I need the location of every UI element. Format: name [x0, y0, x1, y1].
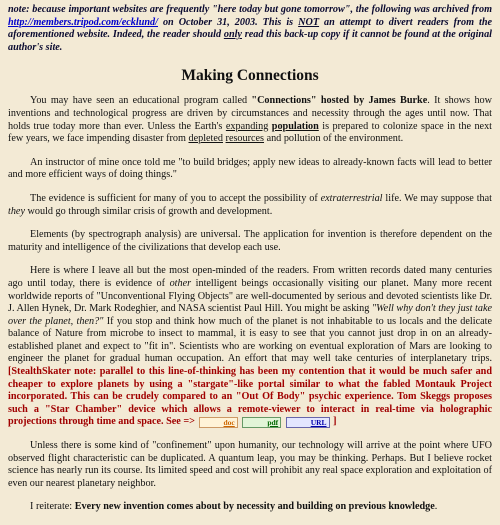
text: The evidence is sufficient for many of you to accept the possibility of: [30, 192, 321, 204]
note-text: note: because important websites are frequently "here today but gone tomorrow", the following was archived from: [8, 4, 492, 15]
text: .: [434, 501, 438, 513]
text: would go through similar crisis of growth and development.: [24, 205, 273, 217]
emphasis: extraterrestrial: [320, 192, 383, 204]
quote: "Well why don't they just take over the planet, then?": [8, 303, 492, 327]
text: I reiterate:: [30, 501, 75, 513]
paragraph-evidence: [8, 193, 492, 218]
document-page: [8, 4, 492, 525]
text: life. We may suppose that: [382, 192, 492, 204]
page-title: Making Connections: [181, 67, 319, 85]
note-text: ]: [330, 416, 337, 428]
source-link[interactable]: http://members.tripod.com/ecklund/: [8, 16, 158, 28]
emphasis: other: [169, 277, 192, 289]
note-text: read this back-up copy if it cannot be found at the original author's site.: [8, 29, 492, 53]
paragraph-reiterate: [8, 501, 492, 514]
emphasis: they: [8, 205, 25, 217]
note-text: on October 31, 2003. This is: [157, 16, 299, 28]
archive-note: [8, 4, 492, 54]
note-text: [StealthSkater note: parallel to this line-of-thinking has been my contention that it would be much safer and cheaper to explore planets by using a "stargate"-like portal similar to what the fabled Montauk Project incorporated. This can be crudely compared to an "Out Of Body" psychic experience. Tom Skeggs proposes such a "Star Chamber" device which allows a remote-viewer to interact in real-time via holographic projections through time and space. See =>: [8, 366, 492, 428]
program-name: "Connections" hosted by James Burke: [251, 95, 428, 107]
note-emphasis: only: [223, 29, 242, 41]
paragraph-visitors: [8, 265, 492, 429]
stealthskater-note: [8, 366, 492, 427]
text: You may have seen an educational program called: [30, 95, 252, 107]
paragraph-connections: [8, 95, 492, 145]
note-text: an attempt to divert readers from the aforementioned website. Indeed, the reader should: [8, 16, 493, 41]
text: . It shows how inventions and technological progress are driven by circumstances and necessity through the ages until now. That holds true today more than ever. Unless the Earth's: [8, 95, 492, 132]
pdf-link-icon[interactable]: pdf: [242, 417, 281, 428]
text: Here is where I leave all but the most open-minded of the readers. From written records dated many centuries ago until today, there is evidence of: [8, 265, 492, 289]
paragraph-confinement: Unless there is some kind of "confinement" upon humanity, our technology will arrive at the point where UFO observed flight characteristic can be duplicated. A quantum leap, you may be thinking. Perhaps. But I believe rocket science has nearly run its course. Its limited speed and cost will prohibit any real space exploration and exploitation of even our nearest planetary neighbor.: [8, 440, 492, 489]
paragraph-elements: Elements (by spectrograph analysis) are universal. The application for invention is therefore dependent on the maturity and intelligence of the civilizations that develop each use.: [8, 229, 492, 253]
text: If you stop and think how much of the planet is not inhabitable to us locals and the delicate balance of Nature from microbe to insect to mammal, it is easy to see that you cannot just drop in on an already-established planet and expect to "fit in". Scientists who are working on eventual exploration of Mars are looking to engineer the planet for gradual human occupation. An effort that may well take centuries of interplanetary trips.: [8, 315, 492, 365]
text: and pollution of the environment.: [264, 133, 404, 145]
link-resources[interactable]: resources: [225, 133, 265, 145]
note-emphasis: NOT: [298, 16, 320, 28]
text: is prepared to colonize space in the next few years, we face impending disaster from: [8, 120, 493, 145]
emphasis: Every new invention comes about by necessity and building on previous knowledge: [74, 501, 435, 513]
paragraph-instructor: An instructor of mine once told me "to build bridges; apply new ideas to already-known facts will lead to better and more efficient ways of doing things.": [8, 156, 492, 181]
text: intelligent beings occasionally visiting our planet. Many more recent worldwide reports of "Unconventional Flying Objects" are well-documented by serious and devoted scientists like Dr. J. Allen Hynek, Dr. Mark Rodeghier, and NASA scientist Paul Hill. You might be asking: [8, 277, 492, 315]
link-depleted[interactable]: depleted: [188, 133, 223, 145]
doc-link-icon[interactable]: doc: [199, 417, 238, 428]
url-link-icon[interactable]: URL: [286, 417, 330, 428]
link-population[interactable]: population: [271, 120, 319, 132]
link-expanding[interactable]: expanding: [225, 120, 269, 132]
